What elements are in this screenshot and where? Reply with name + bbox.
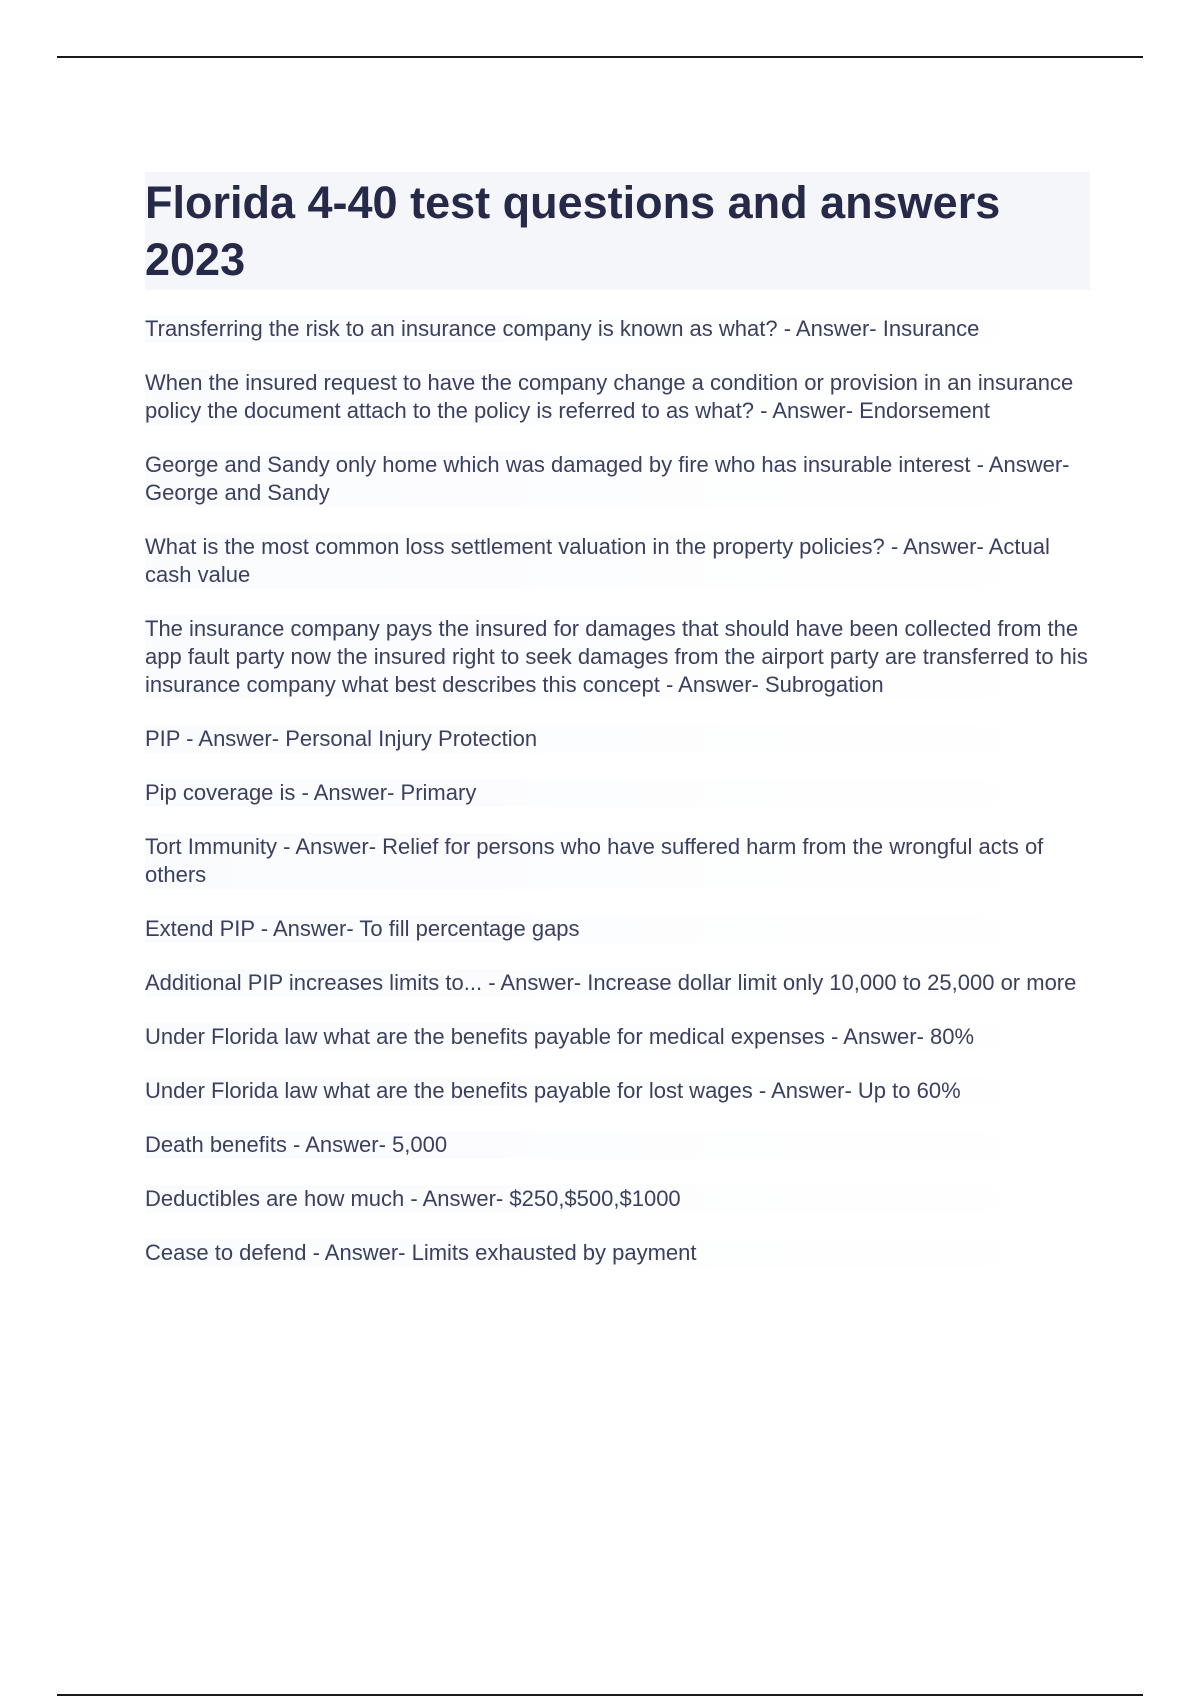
bottom-rule <box>57 1694 1143 1696</box>
qa-item-9: Extend PIP - Answer- To fill percentage gaps <box>145 915 1090 943</box>
title-block <box>145 172 1090 290</box>
qa-item-5: The insurance company pays the insured for damages that should have been collected from the app fault party now the insured right to seek damages from the airport party are transferred to his insurance company what best describes this concept - Answer- Subrogation <box>145 615 1090 699</box>
qa-item-10: Additional PIP increases limits to... - Answer- Increase dollar limit only 10,000 to 25,000 or more <box>145 969 1090 997</box>
qa-item-2: When the insured request to have the company change a condition or provision in an insurance policy the document attach to the policy is referred to as what? - Answer- Endorsement <box>145 369 1090 425</box>
qa-item-12: Under Florida law what are the benefits payable for lost wages - Answer- Up to 60% <box>145 1077 1090 1105</box>
qa-item-8: Tort Immunity - Answer- Relief for persons who have suffered harm from the wrongful acts of others <box>145 833 1090 889</box>
qa-item-15: Cease to defend - Answer- Limits exhausted by payment <box>145 1239 1090 1267</box>
qa-item-6: PIP - Answer- Personal Injury Protection <box>145 725 1090 753</box>
document-body <box>145 172 1090 1293</box>
document-title: Florida 4-40 test questions and answers 2023 <box>145 177 1001 285</box>
qa-list <box>145 315 1090 1267</box>
qa-item-4: What is the most common loss settlement valuation in the property policies? - Answer- Actual cash value <box>145 533 1090 589</box>
qa-item-1: Transferring the risk to an insurance company is known as what? - Answer- Insurance <box>145 315 1090 343</box>
qa-item-13: Death benefits - Answer- 5,000 <box>145 1131 1090 1159</box>
qa-item-11: Under Florida law what are the benefits payable for medical expenses - Answer- 80% <box>145 1023 1090 1051</box>
qa-item-3: George and Sandy only home which was damaged by fire who has insurable interest - Answer- George and Sandy <box>145 451 1090 507</box>
qa-item-14: Deductibles are how much - Answer- $250,$500,$1000 <box>145 1185 1090 1213</box>
top-rule <box>57 56 1143 58</box>
qa-item-7: Pip coverage is - Answer- Primary <box>145 779 1090 807</box>
